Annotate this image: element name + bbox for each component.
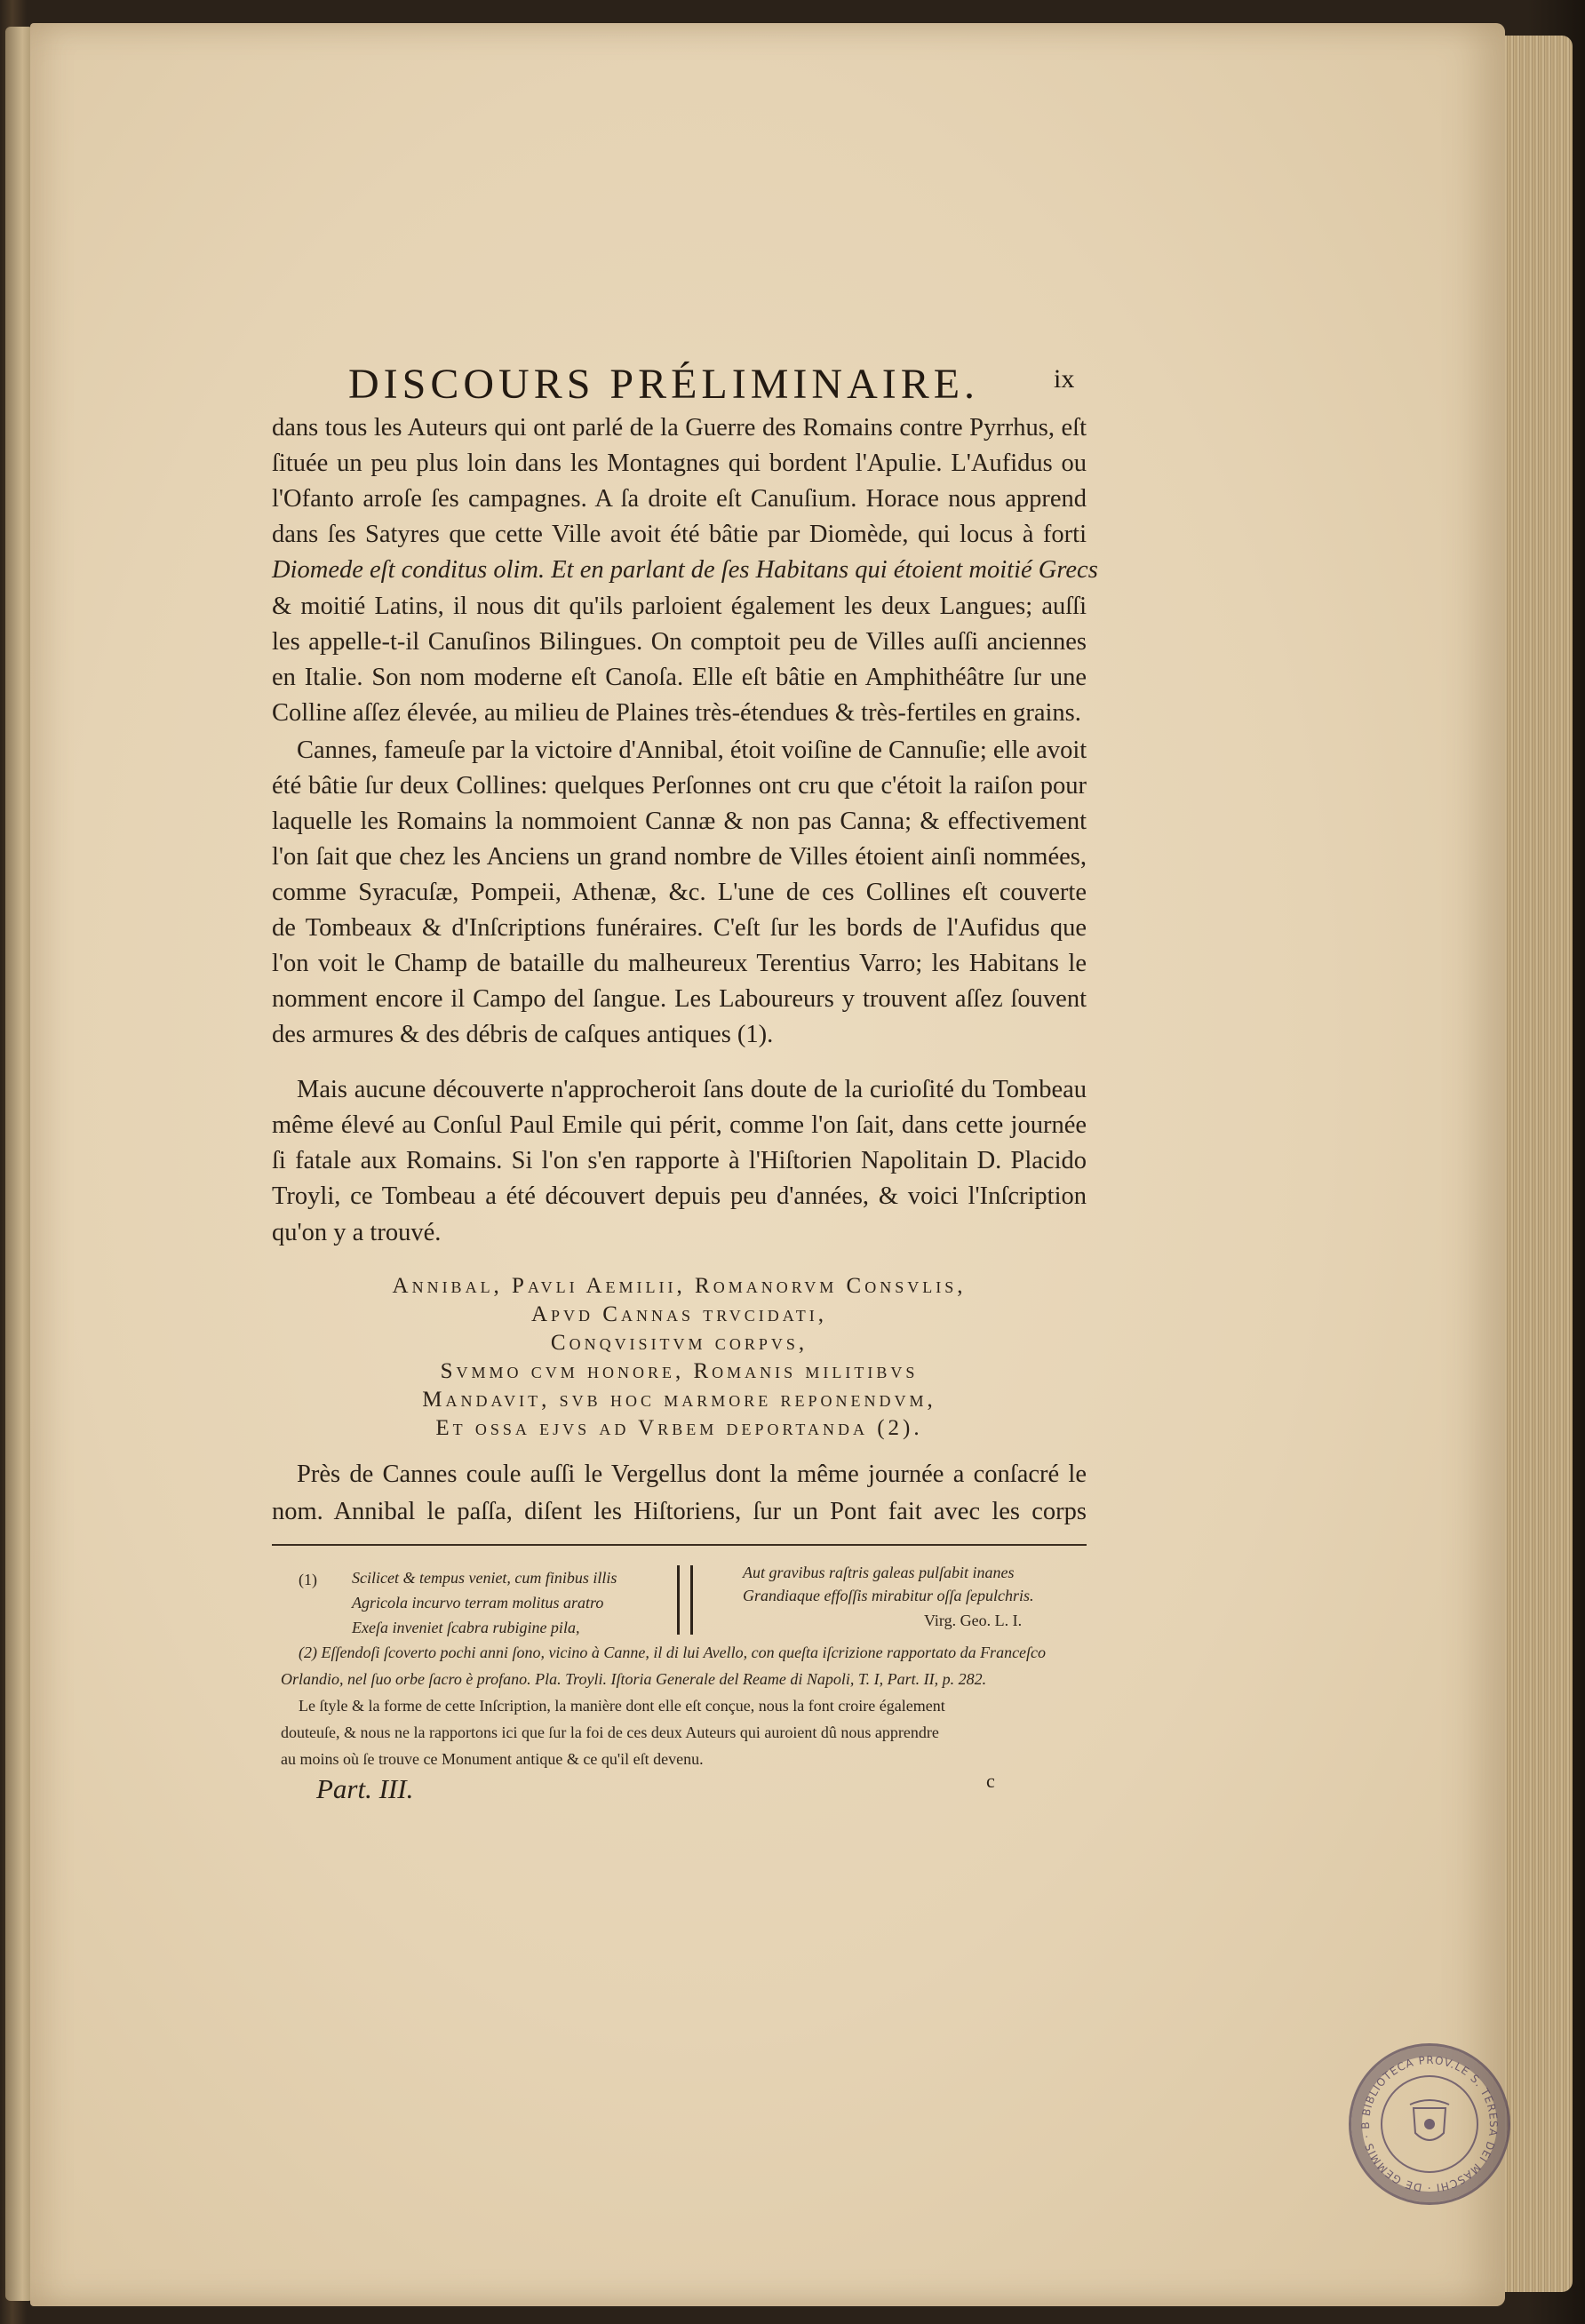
page-stack-edge [1501,36,1573,2292]
footnote-line: (2) Eſſendoſi ſcoverto pochi anni ſono, vicino à Canne, il di lui Avello, con queſta iſcrizione rapportato da Franceſco [299,1644,1047,1661]
verse-divider [677,1565,693,1635]
text-line: dans ſes Satyres que cette Ville avoit été bâtie par Diomède, qui locus à forti [272,521,1087,548]
text-line: les appelle-t-il Canuſinos Bilingues. On comptoit peu de Villes auſſi anciennes [272,628,1087,656]
verse-line: Agricola incurvo terram molitus aratro [352,1594,604,1612]
stamp-ring-icon [1351,2046,1508,2202]
inscription-line: Et ossa ejvs ad Vrbem deportanda (2). [435,1416,923,1440]
text-line: ſituée un peu plus loin dans les Montagnes qui bordent l'Apulie. L'Aufidus ou [272,450,1087,477]
text-line: de Tombeaux & d'Inſcriptions funéraires. C'eſt ſur les bords de l'Aufidus que [272,914,1087,942]
inscription-line: Annibal, Pavli Aemilii, Romanorvm Consvlis, [392,1274,967,1298]
footnote-line: Orlandio, nel ſuo orbe ſacro è profano. Pla. Troyli. Iſtoria Generale del Reame di Napoli, T. I, Part. II, p. 282. [281,1670,987,1688]
text-line: Diomede eſt conditus olim. Et en parlant de ſes Habitans qui étoient moitié Grecs [272,556,1098,584]
text-line: ſi fatale aux Romains. Si l'on s'en rapporte à l'Hiſtorien Napolitain D. Placido [272,1147,1087,1174]
text-line: nomment encore il Campo del ſangue. Les Laboureurs y trouvent aſſez ſouvent [272,985,1087,1013]
inscription-line: Svmmo cvm honore, Romanis militibvs [440,1359,919,1383]
text-line: Colline aſſez élevée, au milieu de Plaines très-étendues & très-fertiles en grains. [272,699,1081,727]
footnote-line: Le ſtyle & la forme de cette Inſcription, la manière dont elle eſt conçue, nous la font croire également [299,1697,945,1715]
text-line: laquelle les Romains la nommoient Cannæ & non pas Canna; & effectivement [272,808,1087,835]
inscription-line: Apvd Cannas trvcidati, [530,1302,828,1326]
library-stamp [1349,2043,1510,2205]
text-line: l'Ofanto arroſe ſes campagnes. A ſa droite eſt Canuſium. Horace nous apprend [272,485,1087,513]
inscription-line: Conqvisitvm corpvs, [550,1331,808,1355]
verse-source: Virg. Geo. L. I. [924,1612,1023,1629]
page-number: ix [1054,364,1075,394]
svg-text:BIBLIOTECA PROV.LE S. TERESA D: BIBLIOTECA PROV.LE S. TERESA DEI MASCHI · DE GEMMIS · B [1358,2053,1501,2195]
signature-mark: c [986,1770,995,1792]
footnote-line: au moins où ſe trouve ce Monument antique & ce qu'il eſt devenu. [281,1750,704,1768]
text-line: l'on voit le Champ de bataille du malheureux Terentius Varro; les Habitans le [272,950,1087,977]
text-line: dans tous les Auteurs qui ont parlé de la Guerre des Romains contre Pyrrhus, eſt [272,414,1087,442]
text-line: Troyli, ce Tombeau a été découvert depuis peu d'années, & voici l'Inſcription [272,1182,1087,1210]
verse-line: Exeſa inveniet ſcabra rubigine pila, [352,1619,580,1636]
part-label: Part. III. [316,1773,414,1804]
text-line: Mais aucune découverte n'approcheroit ſans doute de la curioſité du Tombeau [297,1076,1087,1103]
verse-line: Aut gravibus raſtris galeas pulſabit inanes [743,1564,1015,1581]
text-line: & moitié Latins, il nous dit qu'ils parloient également les deux Langues; auſſi [272,593,1087,620]
text-line: été bâtie ſur deux Collines: quelques Perſonnes ont cru que c'étoit la raiſon pour [272,772,1087,800]
verse-line: Scilicet & tempus veniet, cum finibus illis [352,1569,617,1587]
text-line: qu'on y a trouvé. [272,1219,442,1246]
footnote-marker: (1) [299,1571,317,1588]
inscription-line: Mandavit, svb hoc marmore reponendvm, [422,1388,936,1412]
footnote-line: douteuſe, & nous ne la rapportons ici que ſur la foi de ces deux Auteurs qui auroient dû nous apprendre [281,1723,939,1741]
text-line: en Italie. Son nom moderne eſt Canoſa. Elle eſt bâtie en Amphithéâtre ſur une [272,664,1087,691]
text-line: nom. Annibal le paſſa, diſent les Hiſtoriens, ſur un Pont fait avec les corps [272,1498,1087,1525]
text-line: l'on ſait que chez les Anciens un grand nombre de Villes étoient ainſi nommées, [272,843,1087,871]
text-line: des armures & des débris de caſques antiques (1). [272,1021,774,1048]
verse-line: Grandiaque effoſſis mirabitur oſſa ſepulchris. [743,1587,1034,1604]
text-line: comme Syracuſæ, Pompeii, Athenæ, &c. L'une de ces Collines eſt couverte [272,879,1087,906]
text-line: Cannes, fameuſe par la victoire d'Annibal, étoit voiſine de Cannuſie; elle avoit [297,736,1087,764]
page-heading: DISCOURS PRÉLIMINAIRE. [348,361,980,408]
text-line: Près de Cannes coule auſſi le Vergellus dont la même journée a conſacré le [297,1460,1087,1488]
footnote-rule [272,1544,1087,1546]
text-line: même élevé au Conſul Paul Emile qui périt, comme l'on ſait, dans cette journée [272,1111,1087,1139]
